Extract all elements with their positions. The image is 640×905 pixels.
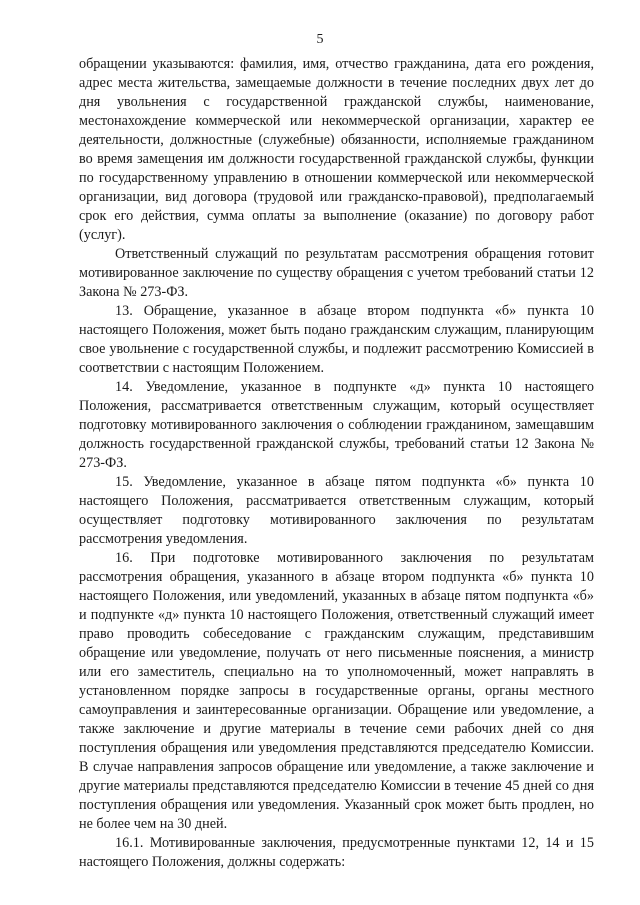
paragraph-responsible-officer: Ответственный служащий по результатам рассмотрения обращения готовит мотивированное заключение по существу обращения с учетом требований статьи 12 Закона № 273-ФЗ. [79,246,594,300]
paragraph-16-1: 16.1. Мотивированные заключения, предусмотренные пунктами 12, 14 и 15 настоящего Положения, должны содержать: [79,835,594,870]
paragraph-16: 16. При подготовке мотивированного заключения по результатам рассмотрения обращения, указанного в абзаце втором подпункта «б» пункта 10 настоящего Положения, или уведомлений, указанных в абзаце пятом подпункта «б» и подпункте «д» пункта 10 настоящего Положения, ответственный служащий имеет право проводить собеседование с гражданским служащим, представившим обращение или уведомление, получать от него письменные пояснения, а министр или его заместитель, специально на то уполномоченный, может направлять в установленном порядке запросы в государственные органы, органы местного самоуправления и заинтересованные организации. Обращение или уведомление, а также заключение и другие материалы в течение семи рабочих дней со дня поступления обращения или уведомления представляются председателю Комиссии. В случае направления запросов обращение или уведомление, а также заключение и другие материалы представляются председателю Комиссии в течение 45 дней со дня поступления обращения или уведомления. Указанный срок может быть продлен, но не более чем на 30 дней. [79,550,594,832]
paragraph-continuation: обращении указываются: фамилия, имя, отчество гражданина, дата его рождения, адрес места жительства, замещаемые должности в течение последних двух лет до дня увольнения с государственной гражданской службы, наименование, местонахождение коммерческой или некоммерческой организации, характер ее деятельности, должностные (служебные) обязанности, исполняемые гражданином во время замещения им должности государственной гражданской службы, функции по государственному управлению в отношении коммерческой или некоммерческой организации, вид договора (трудовой или гражданско-правовой), предполагаемый срок его действия, сумма оплаты за выполнение (оказание) по договору работ (услуг). [79,56,594,243]
paragraph-15: 15. Уведомление, указанное в абзаце пятом подпункта «б» пункта 10 настоящего Положения, рассматривается ответственным служащим, который осуществляет подготовку мотивированного заключения по результатам рассмотрения уведомления. [79,474,594,547]
document-body [79,55,594,872]
page-number: 5 [316,32,324,47]
paragraph-14: 14. Уведомление, указанное в подпункте «д» пункта 10 настоящего Положения, рассматривается ответственным служащим, который осуществляет подготовку мотивированного заключения о соблюдении гражданином, замещавшим должность государственной гражданской службы, требований статьи 12 Закона № 273-ФЗ. [79,379,594,471]
paragraph-13: 13. Обращение, указанное в абзаце втором подпункта «б» пункта 10 настоящего Положения, может быть подано гражданским служащим, планирующим свое увольнение с государственной службы, и подлежит рассмотрению Комиссией в соответствии с настоящим Положением. [79,303,594,376]
